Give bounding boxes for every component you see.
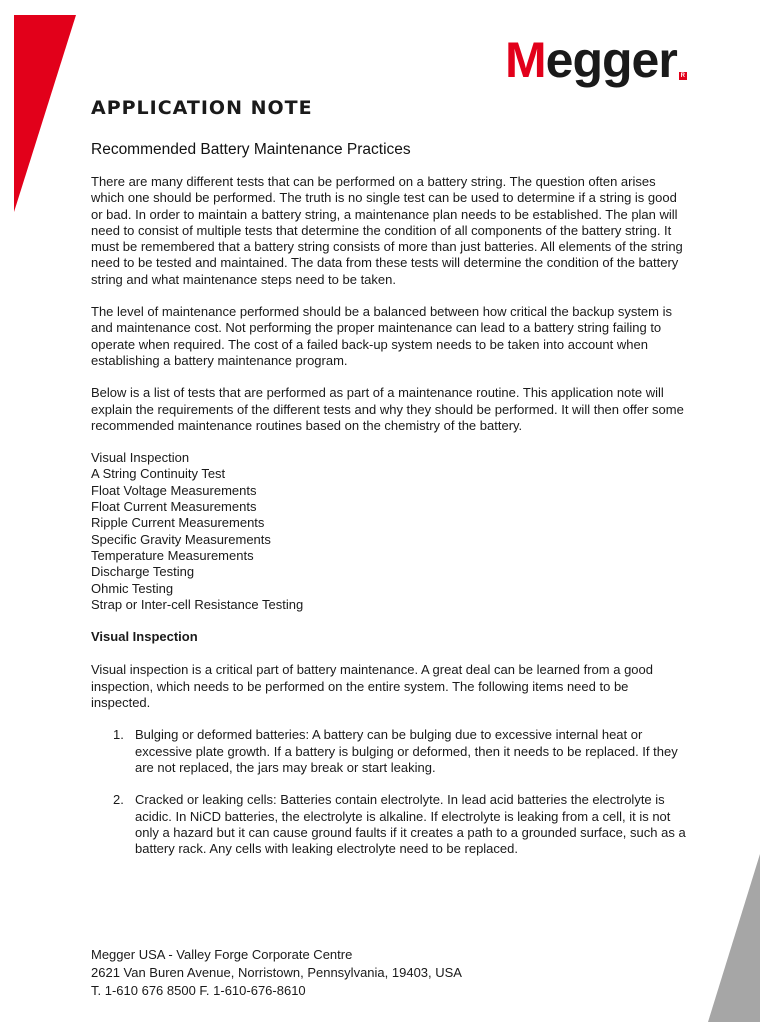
gray-corner-stripe — [708, 854, 768, 1024]
inspection-item — [91, 727, 691, 776]
test-list-item: Temperature Measurements — [91, 547, 254, 563]
megger-logo: Megger R — [505, 32, 685, 88]
test-list-item: Specific Gravity Measurements — [91, 531, 271, 547]
item-text: Cracked or leaking cells: Batteries contain electrolyte. In lead acid batteries the electrolyte is acidic. In NiCD batteries, the electrolyte is alkaline. If electrolyte is leaking from a cell, it is not only a hazard but it can cause ground faults if it creates a path to a grounded surface, such as a battery rack. Any cells with leaking electrolyte need to be replaced. — [135, 792, 686, 857]
section-heading-visual-inspection: Visual Inspection — [91, 629, 198, 645]
test-list-item: Float Current Measurements — [91, 499, 257, 515]
intro-paragraph: The level of maintenance performed should be a balanced between how critical the backup system is and maintenance cost. Not performing the proper maintenance can lead to a battery string failing to operate when required. The cost of a failed back-up system needs to be taken into account when establishing a battery maintenance program. — [91, 304, 672, 368]
test-list-item: Ripple Current Measurements — [91, 515, 265, 531]
test-list-item: Ohmic Testing — [91, 580, 174, 596]
footer-address — [91, 946, 462, 1000]
footer-phone: T. 1-610 676 8500 F. 1-610-676-8610 — [91, 983, 306, 998]
test-list-item: Visual Inspection — [91, 450, 190, 466]
application-note-label: APPLICATION NOTE — [91, 97, 313, 119]
item-number: 2. — [113, 792, 124, 808]
visual-inspection-paragraph: Visual inspection is a critical part of battery maintenance. A great deal can be learned from a good inspection, which needs to be performed on the entire system. The following items need to be inspected. — [91, 662, 653, 711]
item-number: 1. — [113, 727, 124, 743]
intro-paragraph: Below is a list of tests that are performed as part of a maintenance routine. This application note will explain the requirements of the different tests and why they should be performed. It will then offer some recommended maintenance routines based on the chemistry of the battery. — [91, 385, 684, 433]
test-list — [91, 450, 691, 613]
red-corner-stripe — [0, 0, 80, 215]
test-list-item: Float Voltage Measurements — [91, 482, 257, 498]
test-list-item: Discharge Testing — [91, 564, 195, 580]
test-list-item: A String Continuity Test — [91, 466, 226, 482]
document-body — [91, 140, 691, 873]
intro-paragraph: There are many different tests that can be performed on a battery string. The question often arises which one should be performed. The truth is no single test can be used to determine if a string is good or bad. In order to maintain a battery string, a maintenance plan needs to be established. The plan will need to consist of multiple tests that determine the condition of all components of the battery string. It must be remembered that a battery string consists of more than just batteries. All elements of the string need to be tested and maintained. The data from these tests will determine the condition of the battery string and what maintenance steps need to be taken. — [91, 174, 683, 287]
footer-street: 2621 Van Buren Avenue, Norristown, Pennsylvania, 19403, USA — [91, 965, 462, 980]
document-title: Recommended Battery Maintenance Practices — [91, 141, 411, 158]
inspection-item-list — [91, 727, 691, 857]
inspection-item — [91, 792, 691, 857]
item-text: Bulging or deformed batteries: A battery can be bulging due to excessive internal heat or excessive plate growth. If a battery is bulging or deformed, then it needs to be replaced. If they are not replaced, the jars may break or start leaking. — [135, 727, 678, 775]
footer-company: Megger USA - Valley Forge Corporate Centre — [91, 947, 353, 962]
test-list-item: Strap or Inter-cell Resistance Testing — [91, 596, 304, 612]
